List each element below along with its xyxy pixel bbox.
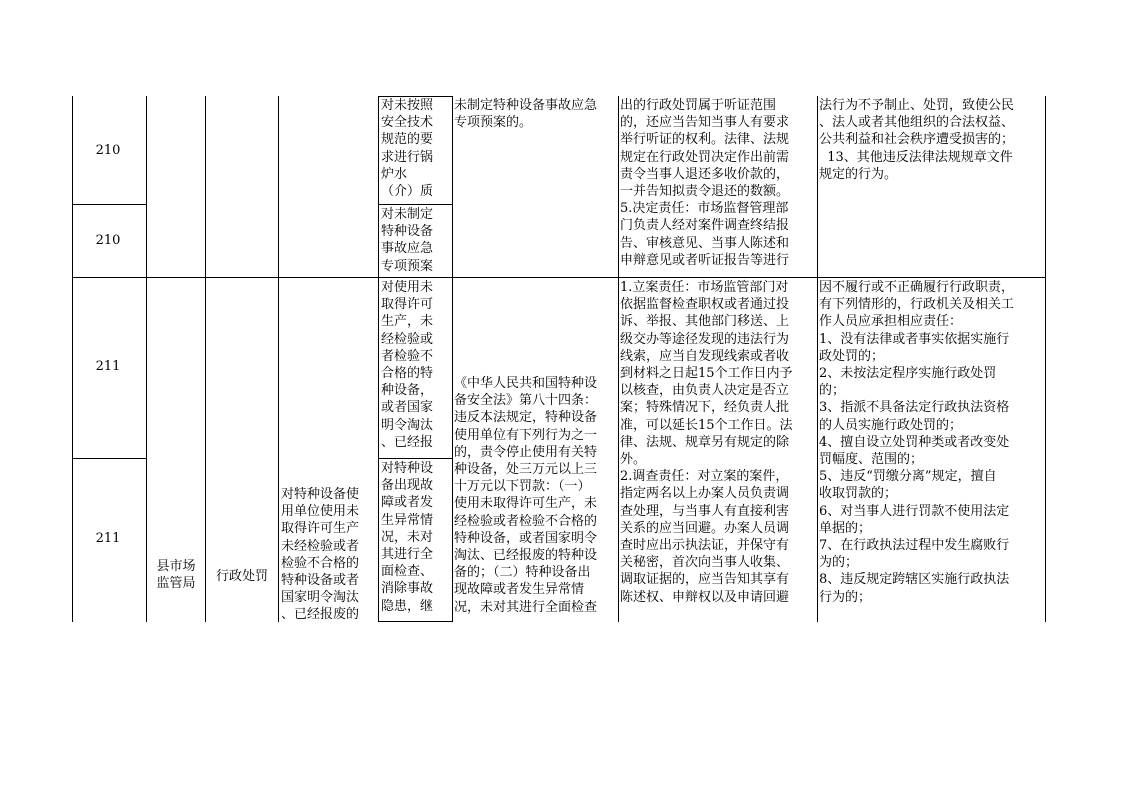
violation-item-cell: 对特种设 备出现故 障或者发 生异常情 况，未对 其进行全 面检查、 消除事故 隐患，继 [381,461,434,614]
violation-item-cell: 对使用未 取得许可 生产，未 经检验或 者检验不 合格的特 种设备， 或者国家 明令淘汰 、已经报 [381,280,434,450]
item-name-cell: 对特种设备使 用单位使用未 取得许可生产 未经检验或者 检验不合格的 特种设备或者 国家明令淘汰 、已经报废的 [281,487,360,621]
responsibility-table [72,96,1046,622]
grid-line [72,458,147,459]
category-cell: 行政处罚 [215,569,268,584]
grid-line [72,277,1046,278]
legal-basis-cell: 未制定特种设备事故应急 专项预案的。 [454,98,598,131]
responsibility-cell: 出的行政处罚属于听证范围 的，还应当告知当事人有要求 举行听证的权利。法律、法规 规定在行政处罚决定作出前需 责令当事人退还多收价款的， 一并告知拟责令退还的数额。 5.决定责任：市场监督管理部 门负责人经对案件调查终结报 告、审核意见、当事人陈述和 申辩意见或者听证报告等进行 [620,98,790,268]
grid-line [618,96,619,622]
legal-basis-cell: 《中华人民共和国特种设 备安全法》第八十四条： 违反本法规定，特种设备 使用单位有下列行为之一 的，责令停止使用有关特 种设备，处三万元以上三 十万元以下罚款：（一） 使用未取得许可生产，未 经检验或者检验不合格的 特种设备，或者国家明令 淘汰、已经报废的特种设 备的；（二）特种设备出 现故障或者发生异常情 况，未对其进行全面检查 [454,376,598,615]
grid-line [278,96,279,622]
row-number: 210 [95,233,121,248]
row-number: 210 [95,143,121,158]
grid-line [205,96,206,622]
row-number: 211 [95,531,121,546]
grid-line [146,96,147,622]
grid-line [1045,96,1046,622]
department-cell: 县市场 监管局 [156,559,196,592]
responsibility-cell: 1.立案责任：市场监管部门对 依据监督检查职权或者通过投 诉、举报、其他部门移送、上 级交办等途径发现的违法行为 线索，应当自发现线索或者收 到材料之日起15个工作日内予 以核查，由负责人决定是否立 案；特殊情况下，经负责人批 准，可以延长15个工作日。法 律、法规、规章另有规定的除 外。 2.调查责任：对立案的案件， 指定两名以上办案人员负责调 查处理，与当事人有直接利害 关系的应当回避。办案人员调 查时应出示执法证，并保守有 关秘密，首次向当事人收集、 调取证据的，应当告知其享有 陈述权、申辩权以及申请回避 [620,280,793,605]
violation-item-cell: 对未按照 安全技术 规范的要 求进行锅 炉水 （介）质 [381,98,434,200]
accountability-cell: 因不履行或不正确履行行政职责， 有下列情形的，行政机关及相关工 作人员应承担相应责任： 1、没有法律或者事实依据实施行 政处罚的； 2、未按法定程序实施行政处罚 的； 3、指派不具备法定行政执法资格 的人员实施行政处罚的； 4、擅自设立处罚种类或者改变处 罚幅度、范围的； 5、违反“罚缴分离”规定，擅自 收取罚款的； 6、对当事人进行罚款不使用法定 单据的； 7、在行政执法过程中发生腐败行 为的； 8、违反规定跨辖区实施行政执法 行为的； [819,280,1015,605]
grid-line [817,96,818,622]
row-number: 211 [95,359,121,374]
accountability-cell: 法行为不予制止、处罚，致使公民 、法人或者其他组织的合法权益、 公共利益和社会秩序遭受损害的； 13、其他违反法律法规规章文件 规定的行为。 [819,98,1015,182]
violation-item-cell: 对未制定 特种设备 事故应急 专项预案 [381,207,434,274]
grid-line [72,204,147,205]
